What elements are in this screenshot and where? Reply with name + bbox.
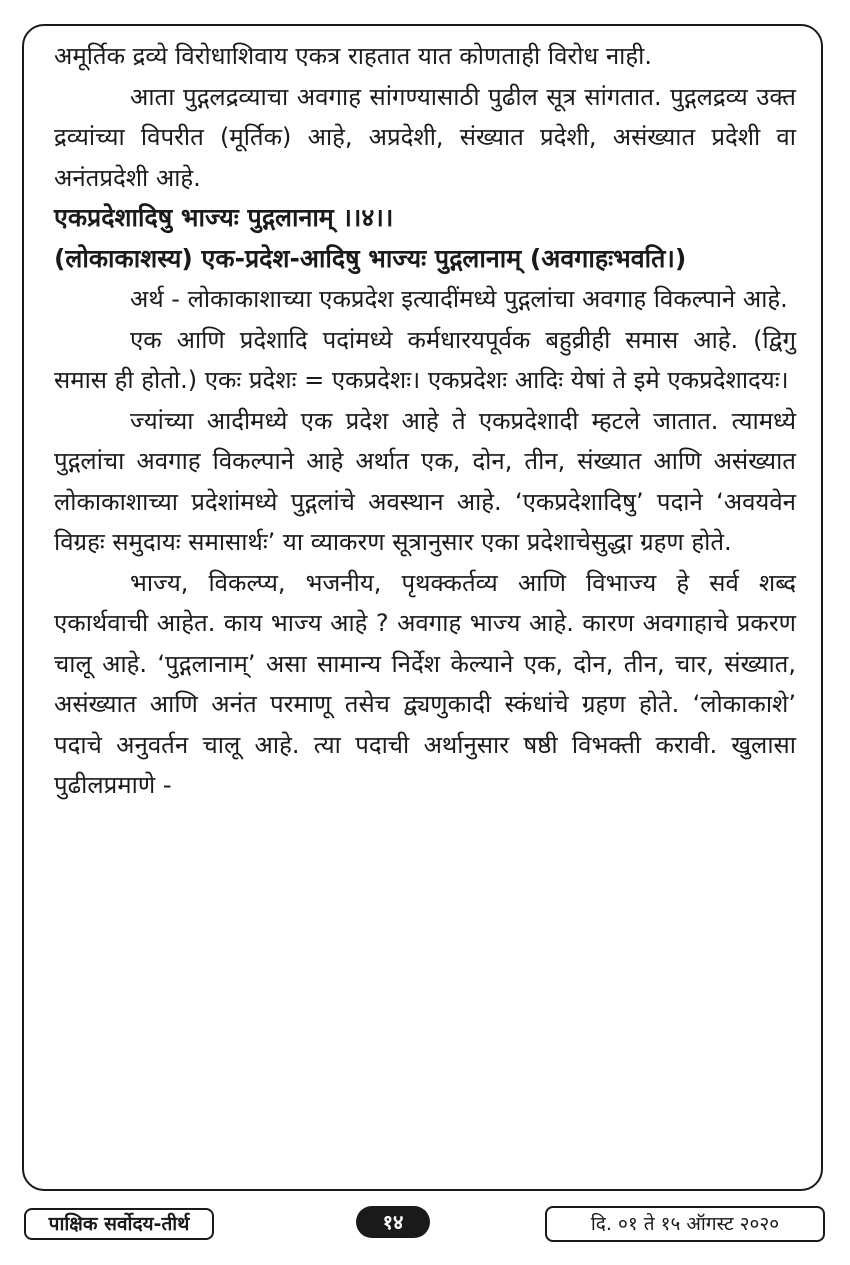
page-body (54, 36, 796, 806)
issue-date: दि. ०१ ते १५ ऑगस्ट २०२० (545, 1206, 825, 1242)
paragraph-bhajya: भाज्य, विकल्प्य, भजनीय, पृथक्कर्तव्य आणि विभाज्य हे सर्व शब्द एकार्थवाची आहेत. काय भाज्य आहे ? अवगाह भाज्य आहे. कारण अवगाहाचे प्रकरण चालू आहे. ‘पुद्गलानाम्’ असा सामान्य निर्देश केल्याने एक, दोन, तीन, चार, संख्यात, असंख्यात आणि अनंत परमाणू तसेच द्व्यणुकादी स्कंधांचे ग्रहण होते. ‘लोकाकाशे’ पदाचे अनुवर्तन चालू आहे. त्या पदाची अर्थानुसार षष्ठी विभक्ती करावी. खुलासा पुढीलप्रमाणे - (54, 568, 796, 799)
paragraph-1: अमूर्तिक द्रव्ये विरोधाशिवाय एकत्र राहतात यात कोणताही विरोध नाही. (54, 42, 652, 70)
paragraph-samasa: एक आणि प्रदेशादि पदांमध्ये कर्मधारयपूर्वक बहुव्रीही समास आहे. (द्विगु समास ही होतो.) एकः प्रदेशः = एकप्रदेशः। एकप्रदेशः आदिः येषां ते इमे एकप्रदेशादयः। (54, 325, 796, 394)
sutra-heading: एकप्रदेशादिषु भाज्यः पुद्गलानाम् ।।४।। (54, 203, 394, 232)
publication-name: पाक्षिक सर्वोदय-तीर्थ (24, 1208, 214, 1240)
paragraph-explanation: ज्यांच्या आदीमध्ये एक प्रदेश आहे ते एकप्रदेशादी म्हटले जातात. त्यामध्ये पुद्गलांचा अवगाह विकल्पाने आहे अर्थात एक, दोन, तीन, संख्यात आणि असंख्यात लोकाकाशाच्या प्रदेशांमध्ये पुद्गलांचे अवस्थान आहे. ‘एकप्रदेशादिषु’ पदाने ‘अवयवेन विग्रहः समुदायः समासार्थः’ या व्याकरण सूत्रानुसार एका प्रदेशाचेसुद्धा ग्रहण होते. (54, 406, 796, 556)
paragraph-meaning: अर्थ - लोकाकाशाच्या एकप्रदेश इत्यादींमध्ये पुद्गलांचा अवगाह विकल्पाने आहे. (130, 285, 788, 313)
sutra-breakdown: (लोकाकाशस्य) एक-प्रदेश-आदिषु भाज्यः पुद्गलानाम् (अवगाहःभवति।) (54, 243, 687, 273)
page-number: १४ (356, 1206, 430, 1238)
paragraph-2: आता पुद्गलद्रव्याचा अवगाह सांगण्यासाठी पुढील सूत्र सांगतात. पुद्गलद्रव्य उक्त द्रव्यांच्या विपरीत (मूर्तिक) आहे, अप्रदेशी, संख्यात प्रदेशी, असंख्यात प्रदेशी वा अनंतप्रदेशी आहे. (54, 82, 796, 192)
